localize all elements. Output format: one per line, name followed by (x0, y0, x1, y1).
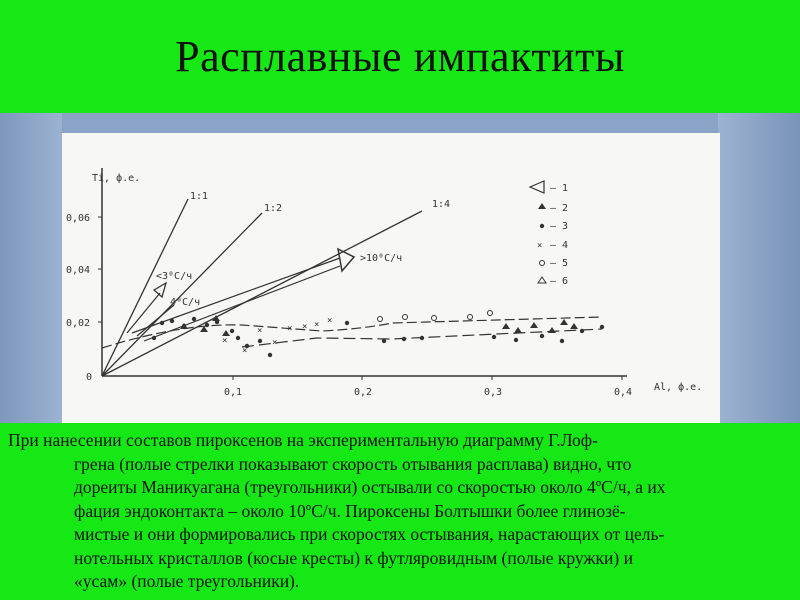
legend-marker (538, 277, 546, 283)
svg-text:×: × (222, 336, 228, 346)
x-axis-title: Al, ф.е. (654, 382, 703, 393)
legend (530, 181, 568, 287)
ratio-line-1-4 (102, 211, 422, 376)
legend-marker: × (537, 241, 543, 251)
caption-line: При нанесении составов пироксенов на экспериментальную диаграмму Г.Лоф- (8, 430, 598, 450)
svg-text:×: × (242, 346, 248, 356)
caption-line: «усам» (полые треугольники). (74, 571, 300, 591)
x-tick-label: 0,2 (354, 387, 373, 398)
figure-border-left (0, 113, 62, 423)
rate-arrowhead (338, 249, 354, 271)
svg-text:×: × (287, 324, 293, 334)
caption-text (0, 423, 800, 594)
svg-text:×: × (257, 326, 263, 336)
figure-border-right (718, 113, 800, 423)
y-tick-label: 0 (86, 372, 93, 383)
legend-marker (540, 224, 544, 228)
caption-block (0, 423, 800, 600)
title-bar (0, 0, 800, 113)
x-tick-label: 0,3 (484, 387, 503, 398)
ratio-label: 1:4 (432, 199, 451, 210)
legend-marker (538, 203, 546, 209)
legend-label: – 6 (550, 276, 569, 287)
legend-label: – 3 (550, 221, 569, 232)
ti-al-diagram (62, 133, 720, 423)
svg-text:×: × (302, 322, 308, 332)
x-tick-label: 0,1 (224, 387, 243, 398)
y-tick-label: 0,04 (66, 265, 91, 276)
caption-line: грена (полые стрелки показывают скорость отывания расплава) видно, что (74, 453, 632, 474)
slide-title: Расплавные импактиты (175, 32, 625, 81)
diagram-image (62, 133, 720, 423)
trend-line (102, 317, 602, 348)
caption-line: мистые и они формировались при скоростях остывания, нарастающих от цель- (74, 524, 665, 544)
x-tick-label: 0,4 (614, 387, 633, 398)
svg-text:×: × (327, 316, 333, 326)
caption-line: нотельных кристаллов (косые кресты) к футляровидным (полые кружки) и (74, 547, 633, 568)
legend-label: – 1 (550, 183, 569, 194)
ratio-label: 1:2 (264, 203, 283, 214)
figure-panel (0, 113, 800, 423)
svg-text:×: × (314, 320, 320, 330)
rate-label: <3⁰C/ч (156, 271, 193, 282)
legend-marker (540, 261, 545, 266)
ratio-label: 1:1 (190, 191, 209, 202)
legend-label: – 2 (550, 203, 569, 214)
ratio-line-1-1 (102, 199, 188, 376)
y-tick-label: 0,02 (66, 318, 91, 329)
svg-text:×: × (272, 338, 278, 348)
legend-marker (530, 181, 544, 193)
rate-label: 4⁰C/ч (170, 297, 201, 308)
y-tick-label: 0,06 (66, 213, 91, 224)
rate-label: >10⁰C/ч (360, 253, 403, 264)
y-axis-title: Ti, ф.е. (92, 173, 141, 184)
caption-line: фация эндоконтакта – около 10ºС/ч. Пироксены Болтышки более глинозё- (74, 500, 626, 521)
rate-arrowhead (154, 283, 166, 297)
caption-line: дореиты Маникуагана (треугольники) остывали со скоростью около 4ºС/ч, а их (74, 477, 666, 497)
legend-label: – 5 (550, 258, 569, 269)
legend-label: – 4 (550, 240, 569, 251)
